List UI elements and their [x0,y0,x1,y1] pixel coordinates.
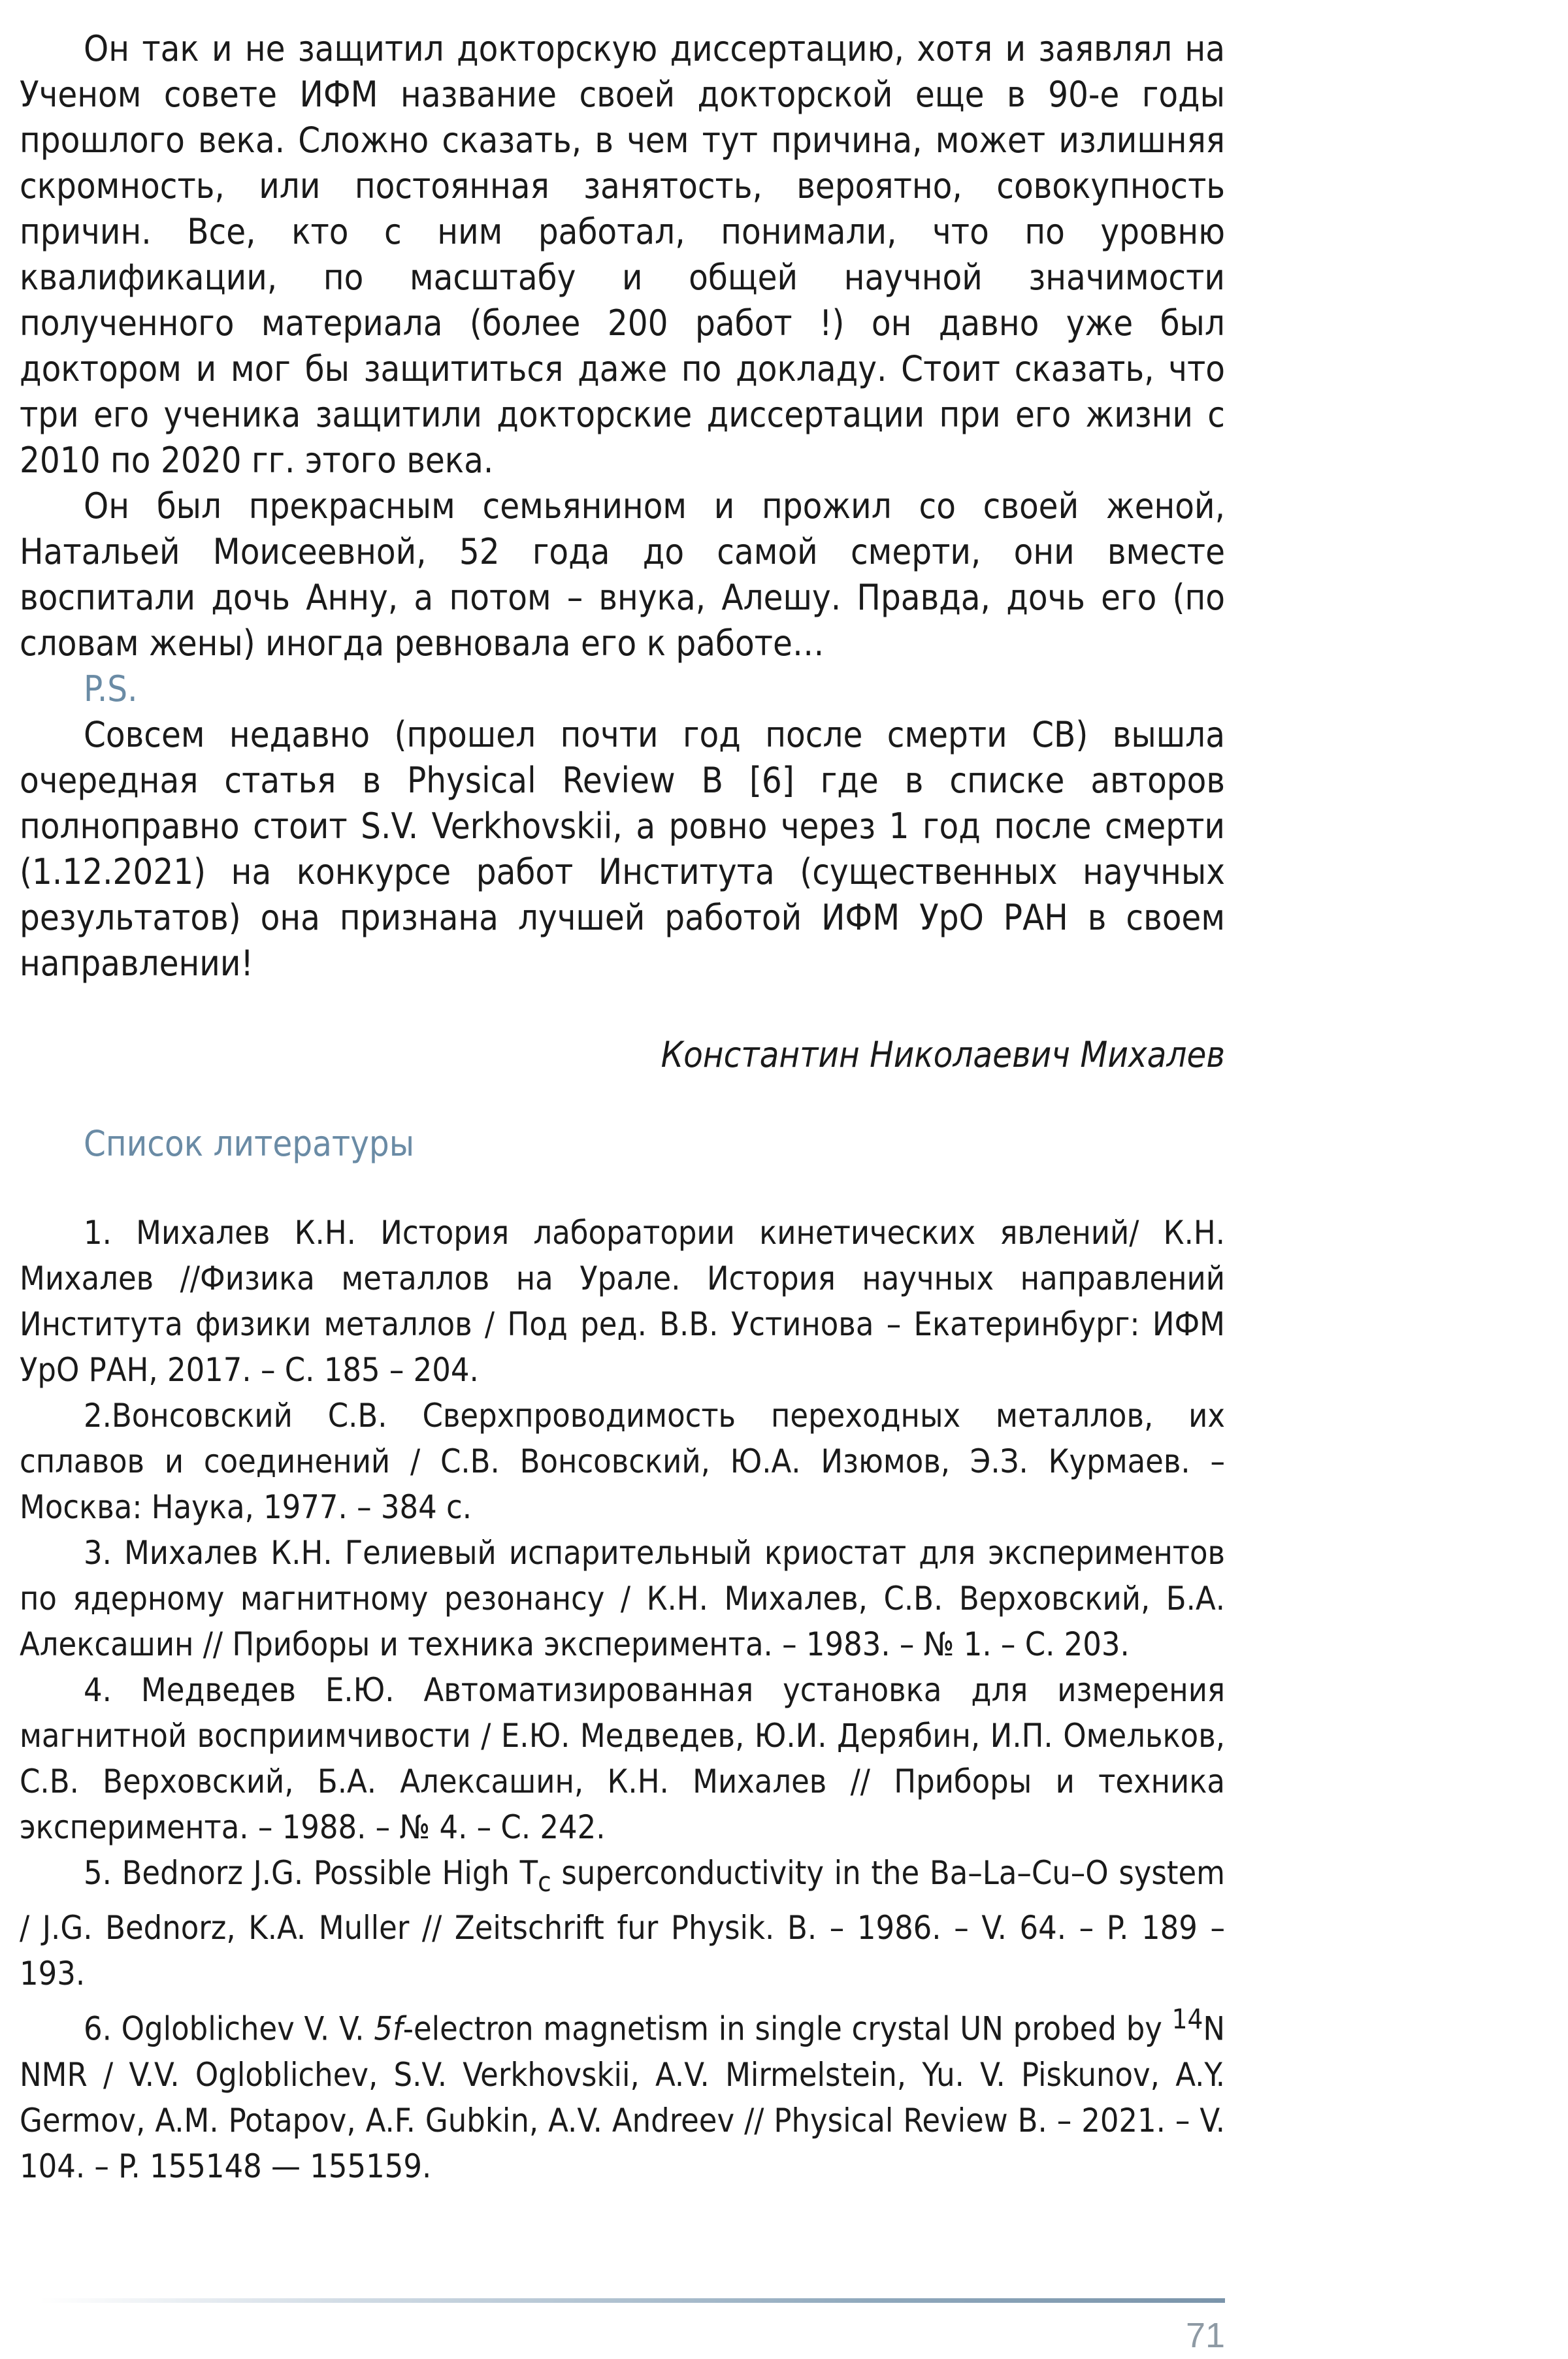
reference-text: N NMR / V.V. Ogloblichev, S.V. Verkhovskii, A.V. Mirmelstein, Yu. V. Piskunov, A.Y. Germov, A.M. Potapov, A.F. Gubkin, A.V. Andreev // Physical Review B. – 2021. – V. 104. – P. 155148 — 155159. [20,2009,1225,2185]
reference-item: 4. Медведев Е.Ю. Автоматизированная установка для измерения магнитной восприимчивости / Е.Ю. Медведев, Ю.И. Дерябин, И.П. Омельков, С.В. Верховский, Б.А. Алексашин, К.Н. Михалев // Приборы и техника эксперимента. – 1988. – № 4. – С. 242. [20,1671,1225,1846]
paragraph: Он был прекрасным семьянином и прожил со своей женой, Натальей Моисеевной, 52 года до самой смерти, они вместе воспитали дочь Анну, а потом – внука, Алешу. Правда, дочь его (по словам жены) иногда ревновала его к работе… [20,485,1225,664]
italic-5f: 5f [374,2009,403,2048]
reference-text: superconductivity in the Ba–La–Cu–O system / J.G. Bednorz, K.A. Muller // Zeitschrift fur Physik. B. – 1986. – V. 64. – P. 189 – 193. [20,1854,1225,1993]
subscript-c: c [538,1866,551,1898]
article-body [20,26,1225,666]
page-number: 71 [1186,2316,1226,2355]
reference-text: 6. Ogloblichev V. V. [84,2009,374,2048]
paragraph: Он так и не защитил докторскую диссертацию, хотя и заявлял на Ученом совете ИФМ название своей докторской еще в 90-е годы прошлого века. Сложно сказать, в чем тут причина, может излишняя скромность, или постоянная занятость, вероятно, совокупность причин. Все, кто с ним работал, понимали, что по уровню квалификации, по масштабу и общей научной значимости полученного материала (более 200 работ !) он давно уже был доктором и мог бы защититься даже по докладу. Стоит сказать, что три его ученика защитили докторские диссертации при его жизни с 2010 по 2020 гг. этого века. [20,28,1225,481]
reference-text: -electron magnetism in single crystal UN probed by [402,2009,1172,2048]
superscript-14: 14 [1171,2003,1203,2035]
reference-item [20,1996,1225,2189]
footer-divider [39,2298,1225,2303]
ps-section [20,712,1225,986]
ps-heading: P.S. [84,668,138,709]
ps-paragraph: Совсем недавно (прошел почти год после смерти СВ) вышла очередная статья в Physical Review B [6] где в списке авторов полноправно стоит S.V. Verkhovskii, а ровно через 1 год после смерти (1.12.2021) на конкурсе работ Института (существенных научных результатов) она признана лучшей работой ИФМ УрО РАН в своем направлении! [20,714,1225,984]
references-list [20,1210,1225,2189]
reference-text: 5. Bednorz J.G. Possible High T [84,1854,538,1892]
references-title: Список литературы [84,1123,415,1164]
author-signature: Константин Николаевич Михалев [661,1034,1225,1075]
page-content [20,26,1225,2189]
reference-item: 3. Михалев К.Н. Гелиевый испарительный криостат для экспериментов по ядерному магнитному резонансу / К.Н. Михалев, С.В. Верховский, Б.А. Алексашин // Приборы и техника эксперимента. – 1983. – № 1. – С. 203. [20,1534,1225,1663]
reference-item [20,1850,1225,1996]
reference-item: 2.Вонсовский С.В. Сверхпроводимость переходных металлов, их сплавов и соединений / С.В. Вонсовский, Ю.А. Изюмов, Э.З. Курмаев. – Москва: Наука, 1977. – 384 с. [20,1397,1225,1526]
reference-item: 1. Михалев К.Н. История лаборатории кинетических явлений/ К.Н. Михалев //Физика металлов на Урале. История научных направлений Института физики металлов / Под ред. В.В. Устинова – Екатеринбург: ИФМ УрО РАН, 2017. – С. 185 – 204. [20,1214,1225,1389]
